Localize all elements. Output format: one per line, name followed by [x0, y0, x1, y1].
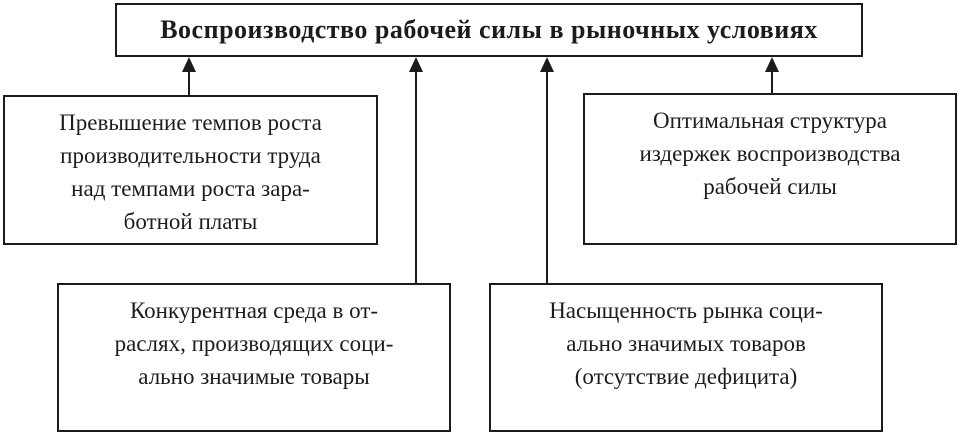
title-box: [115, 3, 863, 57]
diagram-title: Воспроизводство рабочей силы в рыночных условиях: [160, 15, 818, 44]
arrow-shaft: [546, 66, 548, 283]
arrow-top-left-to-title-icon: [182, 57, 196, 95]
box-productivity-growth: [3, 95, 378, 245]
box-text-line: ботной платы: [123, 209, 258, 234]
box-optimal-cost-structure: [583, 93, 957, 245]
arrow-shaft: [415, 66, 417, 283]
box-text-line: ально значимые товары: [138, 364, 370, 389]
box-text-line: Оптимальная структура: [653, 108, 887, 133]
box-competitive-environment: [57, 283, 451, 432]
arrow-shaft: [771, 66, 773, 93]
arrow-bottom-right-to-title-icon: [540, 57, 554, 283]
box-text-line: над темпами роста зара-: [71, 176, 310, 201]
box-text-line: рабочей силы: [703, 174, 837, 199]
box-text-line: издержек воспроизводства: [639, 141, 901, 166]
box-text-line: Насыщенность рынка соци-: [549, 298, 823, 323]
box-text-line: Превышение темпов роста: [59, 110, 322, 135]
box-text-line: раслях, производящих соци-: [114, 331, 394, 356]
box-text-line: производительности труда: [60, 143, 321, 168]
box-text-line: Конкурентная среда в от-: [129, 298, 379, 323]
box-text-line: ально значимых товаров: [566, 331, 806, 356]
box-market-saturation: [489, 283, 883, 432]
arrow-shaft: [188, 66, 190, 95]
box-text-line: (отсутствие дефицита): [574, 364, 798, 389]
arrow-top-right-to-title-icon: [765, 57, 779, 93]
arrow-bottom-left-to-title-icon: [409, 57, 423, 283]
